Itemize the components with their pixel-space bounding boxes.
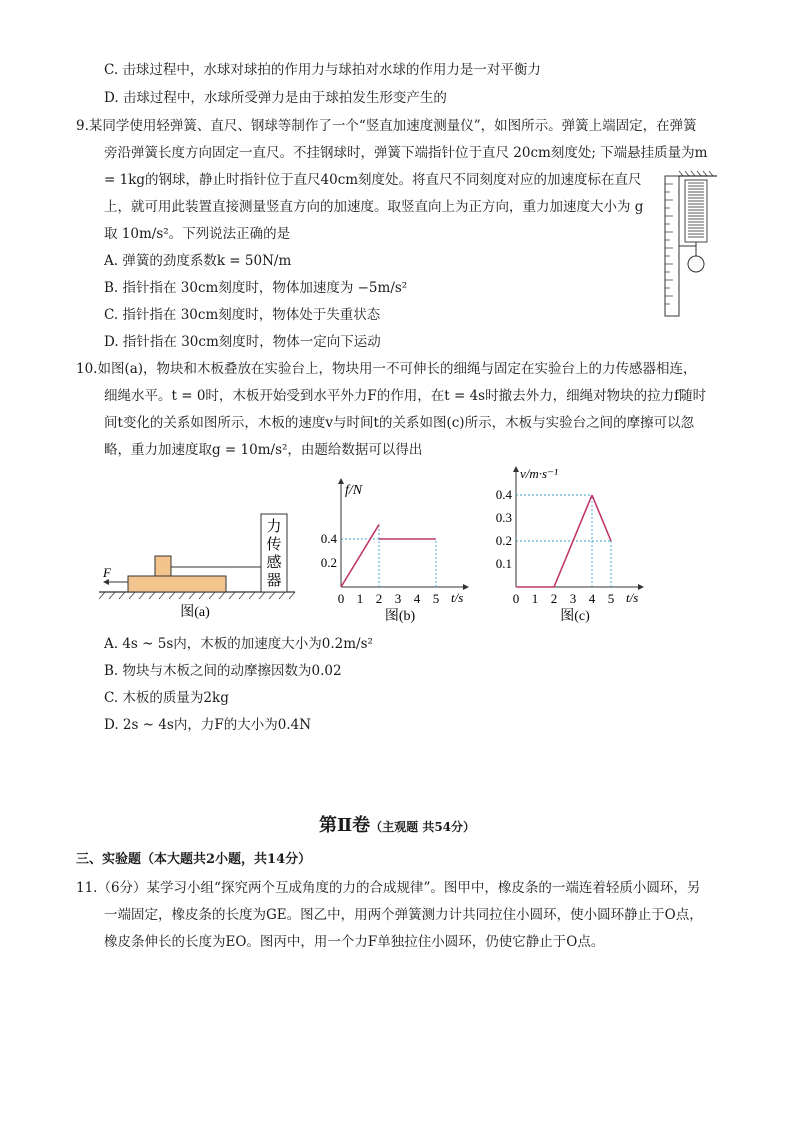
q9-stem-line4: 上，就可用此装置直接测量竖直方向的加速度。取竖直向上为正方向，重力加速度大小为 g (104, 199, 644, 215)
q9-stem-line1: 9.某同学使用轻弹簧、直尺、钢球等制作了一个“竖直加速度测量仪”，如图所示。弹簧上端固定，在弹簧 (76, 118, 697, 134)
b-y-tick-1: 0.4 (320, 531, 337, 546)
q8-option-d: D. 击球过程中，水球所受弹力是由于球拍发生形变产生的 (104, 90, 447, 106)
block (155, 556, 171, 576)
b-x-tick-2: 2 (375, 591, 383, 606)
q11-stem-line3: 橡皮条伸长的长度为EO。图丙中，用一个力F单独拉住小圆环，仍使它静止于O点。 (104, 934, 605, 950)
figure-b-ylabel: f/N (345, 483, 363, 498)
figure-b-caption: 图(b) (384, 609, 416, 624)
sensor-char-4: 器 (266, 573, 282, 589)
q10-stem-line2: 细绳水平。t = 0时，木板开始受到水平外力F的作用，在t = 4s时撤去外力，细绳对物块的拉力f随时 (104, 388, 707, 404)
q9-option-a: A. 弹簧的劲度系数k = 50N/m (104, 253, 292, 269)
q9-stem-line5: 取 10m/s²。下列说法正确的是 (104, 226, 291, 242)
c-x-tick-1: 1 (531, 591, 539, 606)
figure-c-ylabel: v/m·s⁻¹ (520, 466, 558, 481)
q9-option-d: D. 指针指在 30cm刻度时，物体一定向下运动 (104, 334, 381, 350)
force-label: F (103, 565, 111, 580)
figure-b-chart (315, 470, 475, 630)
q11-stem-line2: 一端固定，橡皮条的长度为GE。图乙中，用两个弹簧测力计共同拉住小圆环，使小圆环静止于O点， (104, 907, 703, 923)
q9-stem-line3: = 1kg的钢球，静止时指针位于直尺40cm刻度处。将直尺不同刻度对应的加速度标在直尺 (104, 172, 642, 188)
c-series-0-segment-1 (554, 495, 592, 587)
b-x-tick-5: 5 (432, 591, 440, 606)
b-x-tick-4: 4 (413, 591, 421, 606)
c-y-tick-2: 0.3 (495, 510, 512, 525)
q10-option-a: A. 4s ~ 5s内，木板的加速度大小为0.2m/s² (104, 636, 373, 652)
b-x-tick-3: 3 (394, 591, 402, 606)
steel-ball (688, 256, 704, 272)
board (128, 576, 226, 592)
q10-option-b: B. 物块与木板之间的动摩擦因数为0.02 (104, 663, 342, 679)
q9-option-c: C. 指针指在 30cm刻度时，物体处于失重状态 (104, 307, 381, 323)
sensor-char-2: 传 (266, 537, 282, 553)
q8-option-c: C. 击球过程中，水球对球拍的作用力与球拍对水球的作用力是一对平衡力 (104, 62, 541, 78)
section-2-header (0, 816, 794, 837)
q10-option-d: D. 2s ~ 4s内，力F的大小为0.4N (104, 717, 312, 733)
figure-c-xlabel: t/s (626, 590, 639, 605)
figure-a (95, 510, 305, 630)
section-2-title: 第Ⅱ卷 (318, 815, 371, 836)
part-3-heading: 三、实验题（本大题共2小题，共14分） (76, 852, 312, 867)
b-x-tick-0: 0 (337, 591, 345, 606)
figure-a-caption: 图(a) (180, 605, 210, 620)
figure-b-xlabel: t/s (451, 590, 464, 605)
q9-stem-line2: 旁沿弹簧长度方向固定一直尺。不挂钢球时，弹簧下端指针位于直尺 20cm刻度处; 下端悬挂质量为m (104, 145, 708, 161)
c-series-0-segment-2 (592, 495, 611, 541)
figure-c-caption: 图(c) (560, 609, 590, 624)
c-y-tick-1: 0.2 (495, 533, 512, 548)
c-y-tick-3: 0.4 (495, 487, 512, 502)
c-y-tick-0: 0.1 (495, 556, 512, 571)
q10-stem-line3: 间t变化的关系如图所示，木板的速度v与时间t的关系如图(c)所示，木板与实验台之间的摩擦可以忽 (104, 415, 695, 431)
c-x-tick-5: 5 (607, 591, 615, 606)
sensor-char-3: 感 (266, 555, 282, 571)
q9-option-b: B. 指针指在 30cm刻度时，物体加速度为 −5m/s² (104, 280, 408, 296)
spring-ruler-figure (655, 170, 725, 320)
b-y-tick-0: 0.2 (320, 555, 337, 570)
figure-c-chart (490, 462, 650, 632)
sensor-char-1: 力 (266, 519, 282, 535)
c-x-tick-2: 2 (550, 591, 558, 606)
q10-stem-line4: 略，重力加速度取g = 10m/s²，由题给数据可以得出 (104, 442, 423, 458)
q10-stem-line1: 10.如图(a)，物块和木板叠放在实验台上，物块用一不可伸长的细绳与固定在实验台上的力传感器相连， (76, 361, 697, 377)
q11-stem-line1: 11.（6分）某学习小组“探究两个互成角度的力的合成规律”。图甲中，橡皮条的一端连着轻质小圆环，另 (76, 880, 701, 896)
b-series-0-segment-0 (341, 525, 379, 587)
b-x-tick-1: 1 (356, 591, 364, 606)
q10-option-c: C. 木板的质量为2kg (104, 690, 229, 706)
c-x-tick-4: 4 (588, 591, 596, 606)
c-x-tick-0: 0 (512, 591, 520, 606)
c-x-tick-3: 3 (569, 591, 577, 606)
section-2-subtitle: （主观题 共54分） (370, 820, 476, 834)
